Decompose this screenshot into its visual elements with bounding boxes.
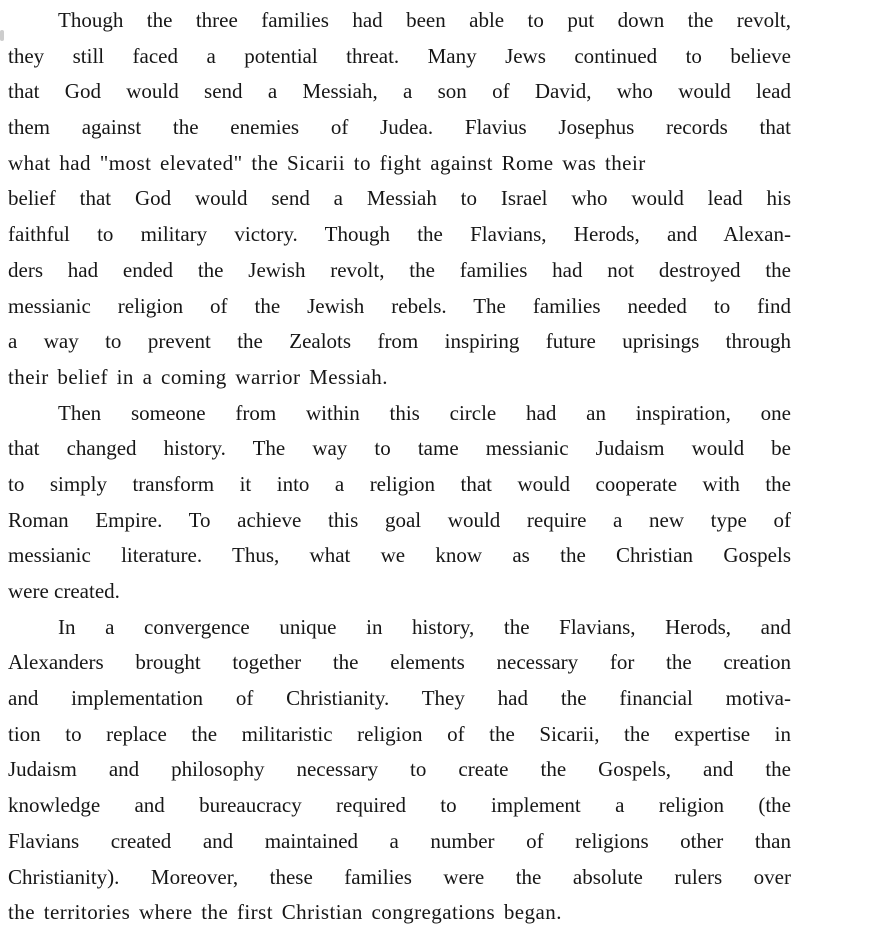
text-line: Flavians created and maintained a number of religions other than bbox=[8, 828, 791, 853]
text-line: knowledge and bureaucracy required to implement a religion (the bbox=[8, 793, 791, 818]
text-line: Judaism and philosophy necessary to create the Gospels, and the bbox=[8, 757, 791, 782]
paragraph bbox=[8, 3, 791, 396]
text-line: messianic religion of the Jewish rebels. The families needed to find bbox=[8, 293, 791, 318]
page-text bbox=[8, 3, 791, 931]
text-line: faithful to military victory. Though the Flavians, Herods, and Alexan- bbox=[8, 222, 791, 247]
text-line: messianic literature. Thus, what we know as the Christian Gospels bbox=[8, 543, 791, 568]
text-line: In a convergence unique in history, the Flavians, Herods, and bbox=[58, 614, 791, 639]
paragraph bbox=[8, 396, 791, 610]
text-line: their belief in a coming warrior Messiah. bbox=[8, 364, 388, 389]
text-line: Alexanders brought together the elements necessary for the creation bbox=[8, 650, 791, 675]
text-line: a way to prevent the Zealots from inspiring future uprisings through bbox=[8, 329, 791, 354]
text-line: that God would send a Messiah, a son of David, who would lead bbox=[8, 79, 791, 104]
text-line: were created. bbox=[8, 579, 120, 603]
text-line: Roman Empire. To achieve this goal would require a new type of bbox=[8, 507, 791, 532]
text-line: that changed history. The way to tame messianic Judaism would be bbox=[8, 436, 791, 461]
text-line: belief that God would send a Messiah to Israel who would lead his bbox=[8, 186, 791, 211]
text-line: them against the enemies of Judea. Flavius Josephus records that bbox=[8, 115, 791, 140]
text-line: Though the three families had been able to put down the revolt, bbox=[58, 8, 791, 32]
paragraph bbox=[8, 610, 791, 931]
text-line: ders had ended the Jewish revolt, the families had not destroyed the bbox=[8, 257, 791, 282]
text-line: what had "most elevated" the Sicarii to fight against Rome was their bbox=[8, 150, 646, 175]
scan-artifact bbox=[0, 30, 4, 41]
text-line: they still faced a potential threat. Many Jews continued to believe bbox=[8, 43, 791, 68]
text-line: the territories where the first Christian congregations began. bbox=[8, 900, 562, 925]
text-line: Christianity). Moreover, these families were the absolute rulers over bbox=[8, 864, 791, 889]
text-line: tion to replace the militaristic religion of the Sicarii, the expertise in bbox=[8, 721, 791, 746]
text-line: to simply transform it into a religion that would cooperate with the bbox=[8, 471, 791, 496]
text-line: Then someone from within this circle had an inspiration, one bbox=[58, 400, 791, 425]
text-line: and implementation of Christianity. They had the financial motiva- bbox=[8, 686, 791, 711]
